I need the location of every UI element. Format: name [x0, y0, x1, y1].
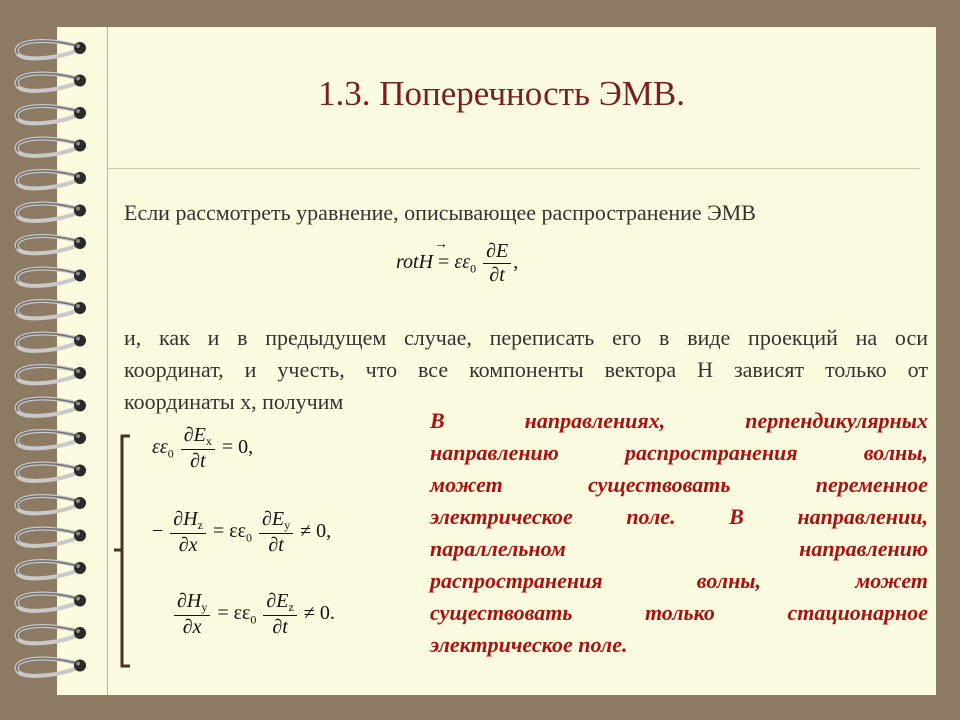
highlight-line: существовать только стационарное: [430, 600, 928, 625]
highlight-line: распространения волны, может: [430, 568, 928, 593]
spiral-ring: [17, 268, 86, 285]
spiral-ring: [17, 398, 86, 415]
eq3-den1: ∂x: [182, 615, 202, 638]
eq1-num: ∂E: [183, 424, 206, 446]
eq1-coef-sub: 0: [167, 446, 174, 461]
equation-comma: ,: [513, 251, 519, 274]
title-divider: [108, 168, 920, 169]
equation-equals: =: [438, 251, 450, 274]
spiral-ring: [17, 528, 86, 545]
system-equation-2: [152, 508, 331, 557]
highlight-line: направлению распространения волны,: [430, 440, 928, 465]
eq2-mid: = εε: [212, 520, 247, 543]
system-equation-3: [172, 590, 335, 639]
spiral-ring: [17, 236, 86, 253]
eq3-num2: ∂E: [266, 590, 289, 612]
eq2-den2: ∂t: [268, 533, 284, 556]
intro-text: Если рассмотреть уравнение, описывающее распространение ЭМВ: [124, 200, 756, 225]
eq2-fraction-2: [259, 508, 293, 557]
eq2-num1-sub: z: [197, 518, 203, 533]
paragraph-line: координаты х, получим: [124, 389, 344, 414]
eq1-num-sub: x: [205, 434, 212, 449]
spiral-ring: [17, 496, 86, 513]
spiral-binding-icon: [0, 0, 110, 720]
paragraph-line: координат, и учесть, что все компоненты вектора Н зависят только от: [124, 357, 928, 382]
spiral-ring: [17, 626, 86, 643]
paragraph-line: и, как и в предыдущем случае, переписать его в виде проекций на оси: [124, 325, 928, 350]
spiral-ring: [17, 593, 86, 610]
spiral-ring: [17, 463, 86, 480]
eq1-fraction: [181, 424, 215, 473]
equation-coef-sub: 0: [470, 261, 477, 276]
eq2-num1: ∂H: [173, 508, 198, 530]
eq1-coef: εε: [152, 436, 168, 459]
eq2-den1: ∂x: [178, 533, 198, 556]
equation-lhs: rotH: [396, 251, 434, 274]
spiral-ring: [17, 203, 86, 220]
system-equation-1: [152, 424, 253, 473]
eq3-fraction-2: [263, 590, 296, 639]
eq3-num1-sub: y: [201, 600, 208, 615]
eq3-num1: ∂H: [177, 590, 202, 612]
equation-fraction: [483, 240, 511, 287]
spiral-ring: [17, 301, 86, 318]
system-brace: [112, 434, 136, 668]
eq3-den2: ∂t: [272, 615, 288, 638]
spiral-ring: [17, 73, 86, 90]
eq2-num2: ∂E: [262, 508, 285, 530]
highlight-line: параллельном направлению: [430, 536, 928, 561]
spiral-ring: [17, 366, 86, 383]
eq3-num2-sub: z: [288, 600, 294, 615]
main-equation: [396, 237, 519, 287]
eq2-mid-sub: 0: [246, 530, 253, 545]
eq3-relation: ≠ 0.: [303, 602, 335, 625]
eq1-den: ∂t: [190, 449, 206, 472]
spiral-ring: [17, 431, 86, 448]
vector-arrow-icon: →: [434, 237, 448, 253]
eq2-fraction-1: [170, 508, 206, 557]
eq2-relation: ≠ 0,: [300, 520, 332, 543]
spiral-ring: [17, 333, 86, 350]
equation-coef: εε: [454, 251, 471, 274]
highlight-conclusion: [430, 405, 928, 661]
eq3-fraction-1: [174, 590, 210, 639]
highlight-line: электрическое поле. В направлении,: [430, 504, 928, 529]
spiral-ring: [17, 658, 86, 675]
equation-numerator: ∂E: [486, 240, 509, 262]
highlight-line: В направлениях, перпендикулярных: [430, 408, 928, 433]
eq2-num2-sub: y: [284, 518, 291, 533]
equation-denominator: ∂t: [489, 264, 505, 286]
eq3-mid: = εε: [217, 602, 251, 625]
highlight-line: электрическое поле.: [430, 632, 628, 657]
spiral-ring: [17, 106, 86, 123]
eq3-mid-sub: 0: [250, 612, 257, 627]
explanation-paragraph: [124, 322, 928, 418]
spiral-ring: [17, 171, 86, 188]
spiral-ring: [17, 138, 86, 155]
spiral-ring: [17, 561, 86, 578]
eq2-minus: −: [152, 520, 164, 543]
eq1-relation: = 0,: [221, 436, 254, 459]
highlight-line: может существовать переменное: [430, 472, 928, 497]
slide-title: 1.3. Поперечность ЭМВ.: [318, 74, 686, 113]
spiral-ring: [17, 41, 86, 58]
